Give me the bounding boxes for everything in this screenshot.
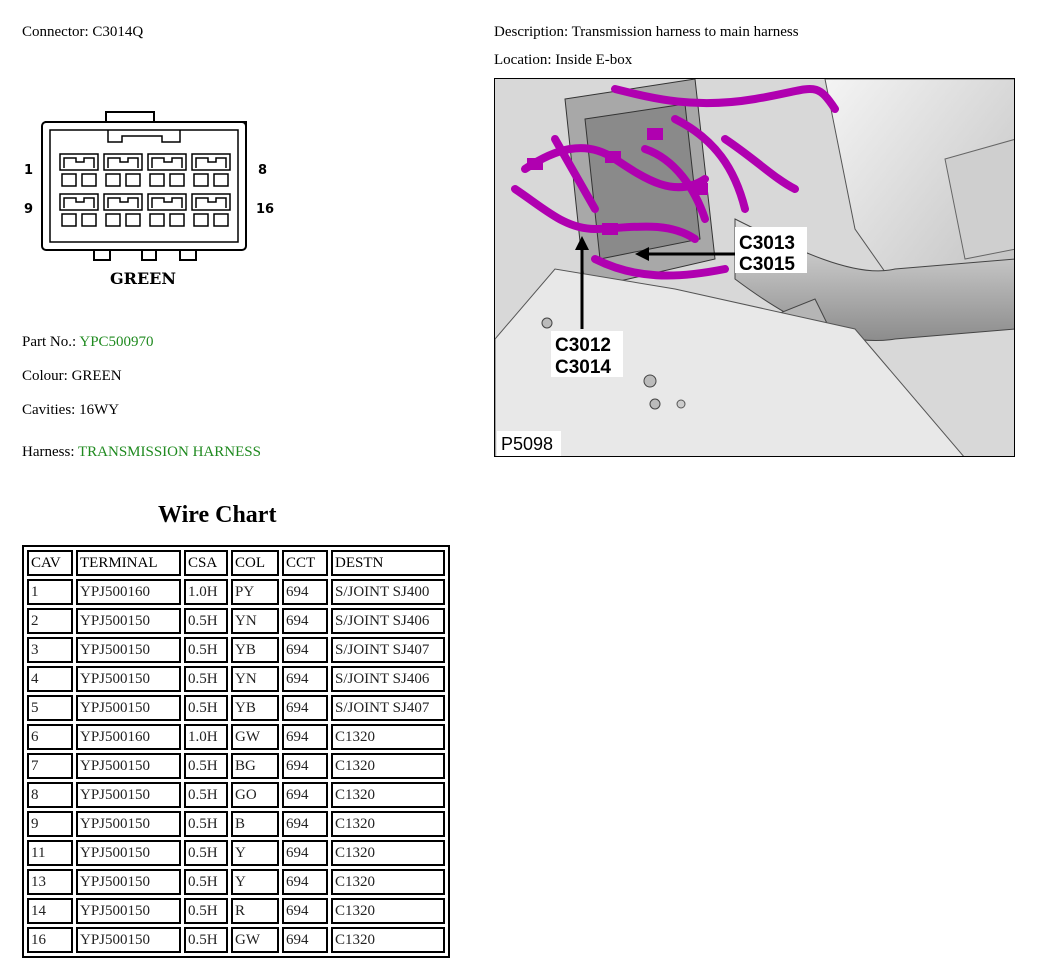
table-cell-cct: 694	[282, 869, 328, 895]
table-cell-terminal: YPJ500150	[76, 898, 181, 924]
table-cell-cav: 9	[27, 811, 73, 837]
colour-line	[22, 368, 122, 385]
table-cell-destn: S/JOINT SJ407	[331, 637, 445, 663]
table-row	[27, 782, 445, 808]
connector-color-caption: GREEN	[110, 269, 176, 288]
connector-label: Connector:	[22, 24, 89, 40]
column-header-cav: CAV	[27, 550, 73, 576]
table-cell-cct: 694	[282, 753, 328, 779]
table-cell-col: Y	[231, 840, 279, 866]
pin-label-16: 16	[256, 202, 275, 217]
table-cell-destn: S/JOINT SJ406	[331, 608, 445, 634]
table-cell-destn: S/JOINT SJ400	[331, 579, 445, 605]
connector-face-diagram	[20, 108, 290, 293]
table-cell-destn: C1320	[331, 724, 445, 750]
table-cell-cav: 7	[27, 753, 73, 779]
table-cell-terminal: YPJ500150	[76, 637, 181, 663]
column-header-cct: CCT	[282, 550, 328, 576]
table-header-row	[27, 550, 445, 576]
table-cell-terminal: YPJ500160	[76, 724, 181, 750]
colour-label: Colour:	[22, 368, 68, 384]
table-cell-csa: 0.5H	[184, 637, 228, 663]
table-cell-cct: 694	[282, 579, 328, 605]
table-row	[27, 695, 445, 721]
table-cell-cav: 4	[27, 666, 73, 692]
table-cell-col: PY	[231, 579, 279, 605]
table-cell-csa: 0.5H	[184, 869, 228, 895]
table-cell-terminal: YPJ500150	[76, 869, 181, 895]
table-cell-csa: 0.5H	[184, 927, 228, 953]
table-cell-destn: S/JOINT SJ406	[331, 666, 445, 692]
table-cell-destn: C1320	[331, 840, 445, 866]
callout-c3012: C3012	[555, 335, 611, 356]
wire-chart-table	[22, 545, 450, 958]
table-cell-terminal: YPJ500150	[76, 927, 181, 953]
connector-value: C3014Q	[92, 24, 144, 40]
table-cell-cav: 5	[27, 695, 73, 721]
table-row	[27, 579, 445, 605]
connector-line	[22, 24, 143, 41]
table-cell-destn: C1320	[331, 753, 445, 779]
description-line	[494, 24, 799, 41]
table-cell-col: GW	[231, 927, 279, 953]
table-row	[27, 811, 445, 837]
table-cell-cav: 3	[27, 637, 73, 663]
table-cell-cct: 694	[282, 608, 328, 634]
table-cell-cav: 8	[27, 782, 73, 808]
location-photo	[494, 78, 1015, 457]
table-cell-destn: C1320	[331, 869, 445, 895]
table-row	[27, 869, 445, 895]
photo-reference: P5098	[501, 434, 554, 454]
table-cell-csa: 0.5H	[184, 782, 228, 808]
table-cell-terminal: YPJ500150	[76, 753, 181, 779]
column-header-terminal: TERMINAL	[76, 550, 181, 576]
table-cell-col: BG	[231, 753, 279, 779]
table-cell-csa: 0.5H	[184, 608, 228, 634]
table-cell-destn: S/JOINT SJ407	[331, 695, 445, 721]
table-cell-terminal: YPJ500150	[76, 695, 181, 721]
harness-value: TRANSMISSION HARNESS	[77, 444, 261, 460]
callout-c3013: C3013	[739, 233, 795, 254]
table-cell-csa: 0.5H	[184, 666, 228, 692]
harness-line	[22, 444, 261, 461]
table-cell-terminal: YPJ500160	[76, 579, 181, 605]
table-row	[27, 724, 445, 750]
table-row	[27, 637, 445, 663]
callout-c3015: C3015	[739, 254, 795, 275]
part-no-value: YPC500970	[79, 334, 154, 350]
table-row	[27, 840, 445, 866]
table-cell-csa: 0.5H	[184, 898, 228, 924]
table-cell-csa: 0.5H	[184, 811, 228, 837]
description-label: Description:	[494, 24, 569, 40]
table-row	[27, 753, 445, 779]
table-cell-terminal: YPJ500150	[76, 608, 181, 634]
table-row	[27, 666, 445, 692]
engine-bay-illustration	[495, 79, 1015, 457]
table-cell-terminal: YPJ500150	[76, 840, 181, 866]
pin-label-1: 1	[24, 163, 34, 178]
table-cell-destn: C1320	[331, 811, 445, 837]
table-cell-destn: C1320	[331, 782, 445, 808]
part-no-line	[22, 334, 154, 351]
table-cell-csa: 0.5H	[184, 695, 228, 721]
table-cell-col: YN	[231, 608, 279, 634]
description-value: Transmission harness to main harness	[571, 24, 799, 40]
table-cell-destn: C1320	[331, 927, 445, 953]
table-cell-csa: 0.5H	[184, 753, 228, 779]
cavities-label: Cavities:	[22, 402, 76, 418]
location-line	[494, 52, 632, 69]
table-cell-terminal: YPJ500150	[76, 666, 181, 692]
table-cell-col: GO	[231, 782, 279, 808]
table-cell-cct: 694	[282, 840, 328, 866]
column-header-col: COL	[231, 550, 279, 576]
table-cell-cav: 13	[27, 869, 73, 895]
location-value: Inside E-box	[555, 52, 633, 68]
table-cell-col: B	[231, 811, 279, 837]
table-cell-cct: 694	[282, 666, 328, 692]
table-cell-cct: 694	[282, 695, 328, 721]
table-cell-col: GW	[231, 724, 279, 750]
location-label: Location:	[494, 52, 552, 68]
table-cell-terminal: YPJ500150	[76, 782, 181, 808]
cavities-value: 16WY	[79, 402, 120, 418]
table-row	[27, 927, 445, 953]
table-cell-cct: 694	[282, 782, 328, 808]
part-no-label: Part No.:	[22, 334, 77, 350]
table-cell-cav: 16	[27, 927, 73, 953]
table-cell-col: Y	[231, 869, 279, 895]
table-cell-cav: 2	[27, 608, 73, 634]
table-cell-csa: 0.5H	[184, 840, 228, 866]
harness-label: Harness:	[22, 444, 75, 460]
cavities-line	[22, 402, 119, 419]
column-header-csa: CSA	[184, 550, 228, 576]
pin-label-9: 9	[24, 202, 34, 217]
pin-label-8: 8	[258, 163, 268, 178]
callout-c3014: C3014	[555, 357, 611, 378]
table-cell-cct: 694	[282, 637, 328, 663]
table-cell-cct: 694	[282, 724, 328, 750]
table-cell-cav: 6	[27, 724, 73, 750]
table-cell-cav: 11	[27, 840, 73, 866]
table-cell-csa: 1.0H	[184, 579, 228, 605]
wire-chart-title: Wire Chart	[158, 502, 277, 528]
table-row	[27, 898, 445, 924]
table-cell-col: R	[231, 898, 279, 924]
column-header-destn: DESTN	[331, 550, 445, 576]
table-cell-cct: 694	[282, 898, 328, 924]
table-cell-cct: 694	[282, 927, 328, 953]
table-row	[27, 608, 445, 634]
colour-value: GREEN	[71, 368, 122, 384]
table-cell-cct: 694	[282, 811, 328, 837]
table-cell-col: YB	[231, 637, 279, 663]
table-cell-csa: 1.0H	[184, 724, 228, 750]
table-cell-cav: 1	[27, 579, 73, 605]
table-cell-terminal: YPJ500150	[76, 811, 181, 837]
table-cell-cav: 14	[27, 898, 73, 924]
table-cell-col: YN	[231, 666, 279, 692]
table-cell-col: YB	[231, 695, 279, 721]
table-cell-destn: C1320	[331, 898, 445, 924]
